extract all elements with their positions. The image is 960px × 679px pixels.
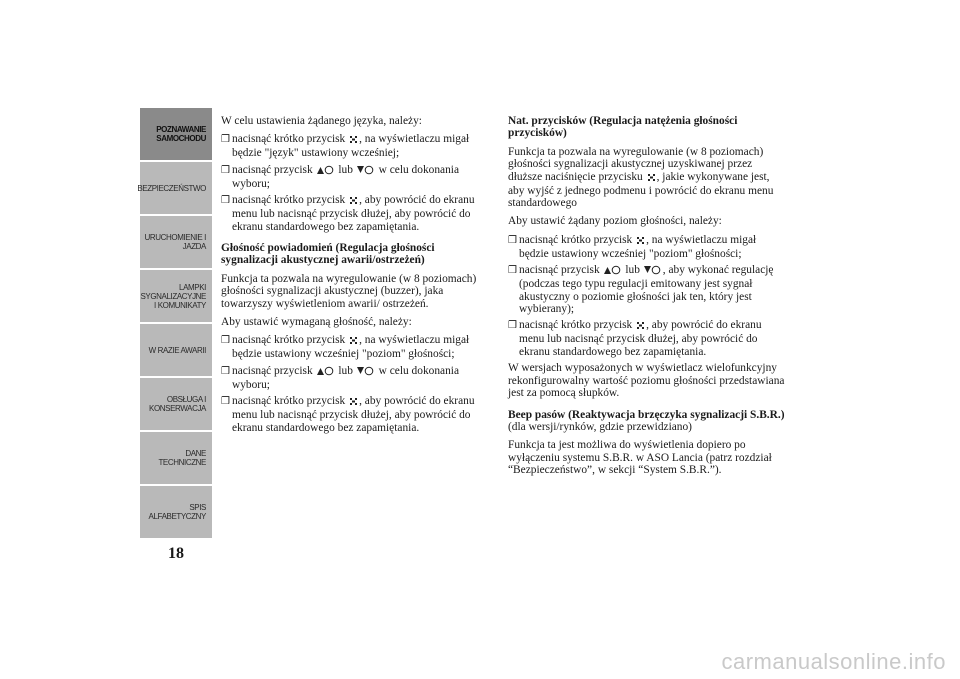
checkbox-bullet-icon: ❒	[221, 134, 230, 146]
list-item	[221, 194, 493, 233]
language-steps-list	[221, 133, 493, 233]
page-number: 18	[168, 545, 184, 562]
heading-note: (dla wersji/rynków, gdzie przewidziano)	[508, 420, 692, 433]
step-text: , na wyświetlaczu migał będzie ustawiony wcześniej "poziom" głośności;	[519, 233, 757, 260]
step-text: , na wyświetlaczu migał będzie "język" ustawiony wcześniej;	[232, 133, 470, 160]
step-text: w celu dokonania wyboru;	[232, 364, 459, 391]
step-text: nacisnąć przycisk	[232, 364, 313, 377]
list-item	[221, 365, 493, 391]
heading-text: Beep pasów (Reaktywacja brzęczyka sygnalizacji S.B.R.)	[508, 408, 785, 421]
down-minus-button-icon	[357, 366, 375, 379]
step-text: lub	[338, 163, 353, 176]
menu-esc-button-icon	[349, 196, 358, 208]
paragraph: Funkcja ta pozwala na wyregulowanie (w 8 poziomach) głośności sygnalizacji akustycznej (buzzer), jaka towarzyszy wyświetleniom awarii/ ostrzeżeń.	[221, 272, 477, 310]
step-text: , na wyświetlaczu migał będzie ustawiony wcześniej "poziom" głośności;	[232, 334, 470, 361]
step-text: lub	[625, 264, 640, 277]
section-heading: Głośność powiadomień (Regulacja głośności sygnalizacji akustycznej awarii/ostrzeżeń)	[221, 242, 435, 267]
left-column	[221, 115, 493, 438]
menu-esc-button-icon	[636, 236, 645, 248]
tab-spis-alfabetyczny[interactable]: SPIS ALFABETYCZNY	[140, 486, 212, 540]
section-heading	[508, 409, 788, 434]
menu-esc-button-icon	[349, 135, 358, 147]
tab-bezpieczenstwo[interactable]: BEZPIECZEŃSTWO	[140, 162, 212, 216]
step-text: nacisnąć krótko przycisk	[232, 334, 346, 347]
menu-esc-button-icon	[647, 173, 656, 185]
step-text: lub	[338, 364, 353, 377]
paragraph: W celu ustawienia żądanego języka, należy:	[221, 115, 422, 127]
step-text: , aby powrócić do ekranu menu lub nacisnąć przycisk dłużej, aby powrócić do ekranu standardowego bez zapamiętania.	[519, 319, 762, 358]
checkbox-bullet-icon: ❒	[221, 164, 230, 176]
chapter-sidebar	[137, 108, 212, 540]
tab-poznawanie-samochodu[interactable]: POZNAWANIE SAMOCHODU	[140, 108, 212, 162]
checkbox-bullet-icon: ❒	[508, 320, 517, 332]
tab-dane-techniczne[interactable]: DANE TECHNICZNE	[140, 432, 212, 486]
step-text: , aby powrócić do ekranu menu lub nacisnąć przycisk dłużej, aby powrócić do ekranu standardowego bez zapamiętania.	[232, 395, 475, 434]
tab-obsluga-i-konserwacja[interactable]: OBSŁUGA I KONSERWACJA	[140, 378, 212, 432]
checkbox-bullet-icon: ❒	[221, 195, 230, 207]
checkbox-bullet-icon: ❒	[508, 265, 517, 277]
list-item	[221, 395, 493, 434]
section-heading: Nat. przycisków (Regulacja natężenia głośności przycisków)	[508, 115, 738, 140]
tab-w-razie-awarii[interactable]: W RAZIE AWARII	[140, 324, 212, 378]
paragraph: Aby ustawić wymaganą głośność, należy:	[221, 316, 412, 329]
watermark: carmanualsonline.info	[721, 649, 946, 674]
paragraph	[508, 146, 788, 210]
menu-esc-button-icon	[349, 336, 358, 348]
menu-esc-button-icon	[636, 321, 645, 333]
checkbox-bullet-icon: ❒	[221, 396, 230, 408]
tab-lampki-sygnalizacyjne[interactable]: LAMPKI SYGNALIZACYJNE I KOMUNIKATY	[140, 270, 212, 324]
volume-steps-list	[221, 334, 493, 434]
up-plus-button-icon	[317, 165, 335, 178]
step-text: nacisnąć krótko przycisk	[519, 233, 633, 246]
list-item	[221, 164, 493, 190]
checkbox-bullet-icon: ❒	[221, 335, 230, 347]
step-text: w celu dokonania wyboru;	[232, 163, 459, 190]
up-plus-button-icon	[604, 265, 622, 278]
step-text: , aby powrócić do ekranu menu lub nacisnąć przycisk dłużej, aby powrócić do ekranu standardowego bez zapamiętania.	[232, 194, 475, 233]
list-item	[221, 133, 493, 159]
list-item	[508, 319, 788, 358]
step-text: nacisnąć krótko przycisk	[519, 319, 633, 332]
checkbox-bullet-icon: ❒	[221, 365, 230, 377]
up-plus-button-icon	[317, 366, 335, 379]
down-minus-button-icon	[644, 265, 662, 278]
paragraph-text: , jakie wykonywane jest, aby wyjść z jednego podmenu i powrócić do ekranu menu standardowego	[508, 170, 774, 210]
tab-uruchomienie-i-jazda[interactable]: URUCHOMIENIE I JAZDA	[140, 216, 212, 270]
step-text: , aby wykonać regulację (podczas tego typu regulacji emitowany jest sygnał akustyczny o poziomie głośności jak ten, który jest wybierany);	[519, 264, 774, 316]
list-item	[221, 334, 493, 360]
paragraph: Funkcja ta jest możliwa do wyświetlenia dopiero po wyłączeniu systemu S.B.R. w ASO Lancia (patrz rozdział “Bezpieczeństwo”, w sekcji “System S.B.R.”).	[508, 439, 772, 477]
step-text: nacisnąć krótko przycisk	[232, 194, 346, 207]
down-minus-button-icon	[357, 165, 375, 178]
menu-esc-button-icon	[349, 397, 358, 409]
step-text: nacisnąć przycisk	[232, 163, 313, 176]
step-text: nacisnąć krótko przycisk	[232, 395, 346, 408]
paragraph: Aby ustawić żądany poziom głośności, należy:	[508, 215, 722, 228]
paragraph-text: Funkcja ta pozwala na wyregulowanie (w 8 poziomach) głośności sygnalizacji akustycznej uzyskiwanej przez dłuższe naciśnięcie przycisku	[508, 145, 764, 183]
step-text: nacisnąć przycisk	[519, 264, 600, 277]
checkbox-bullet-icon: ❒	[508, 234, 517, 246]
step-text: nacisnąć krótko przycisk	[232, 133, 346, 146]
list-item	[508, 264, 788, 315]
button-volume-steps-list	[508, 234, 788, 358]
list-item	[508, 234, 788, 260]
right-column	[508, 115, 788, 483]
paragraph: W wersjach wyposażonych w wyświetlacz wielofunkcyjny rekonfigurowalny wartość poziomu głośności przedstawiana jest za pomocą słupków.	[508, 362, 785, 400]
